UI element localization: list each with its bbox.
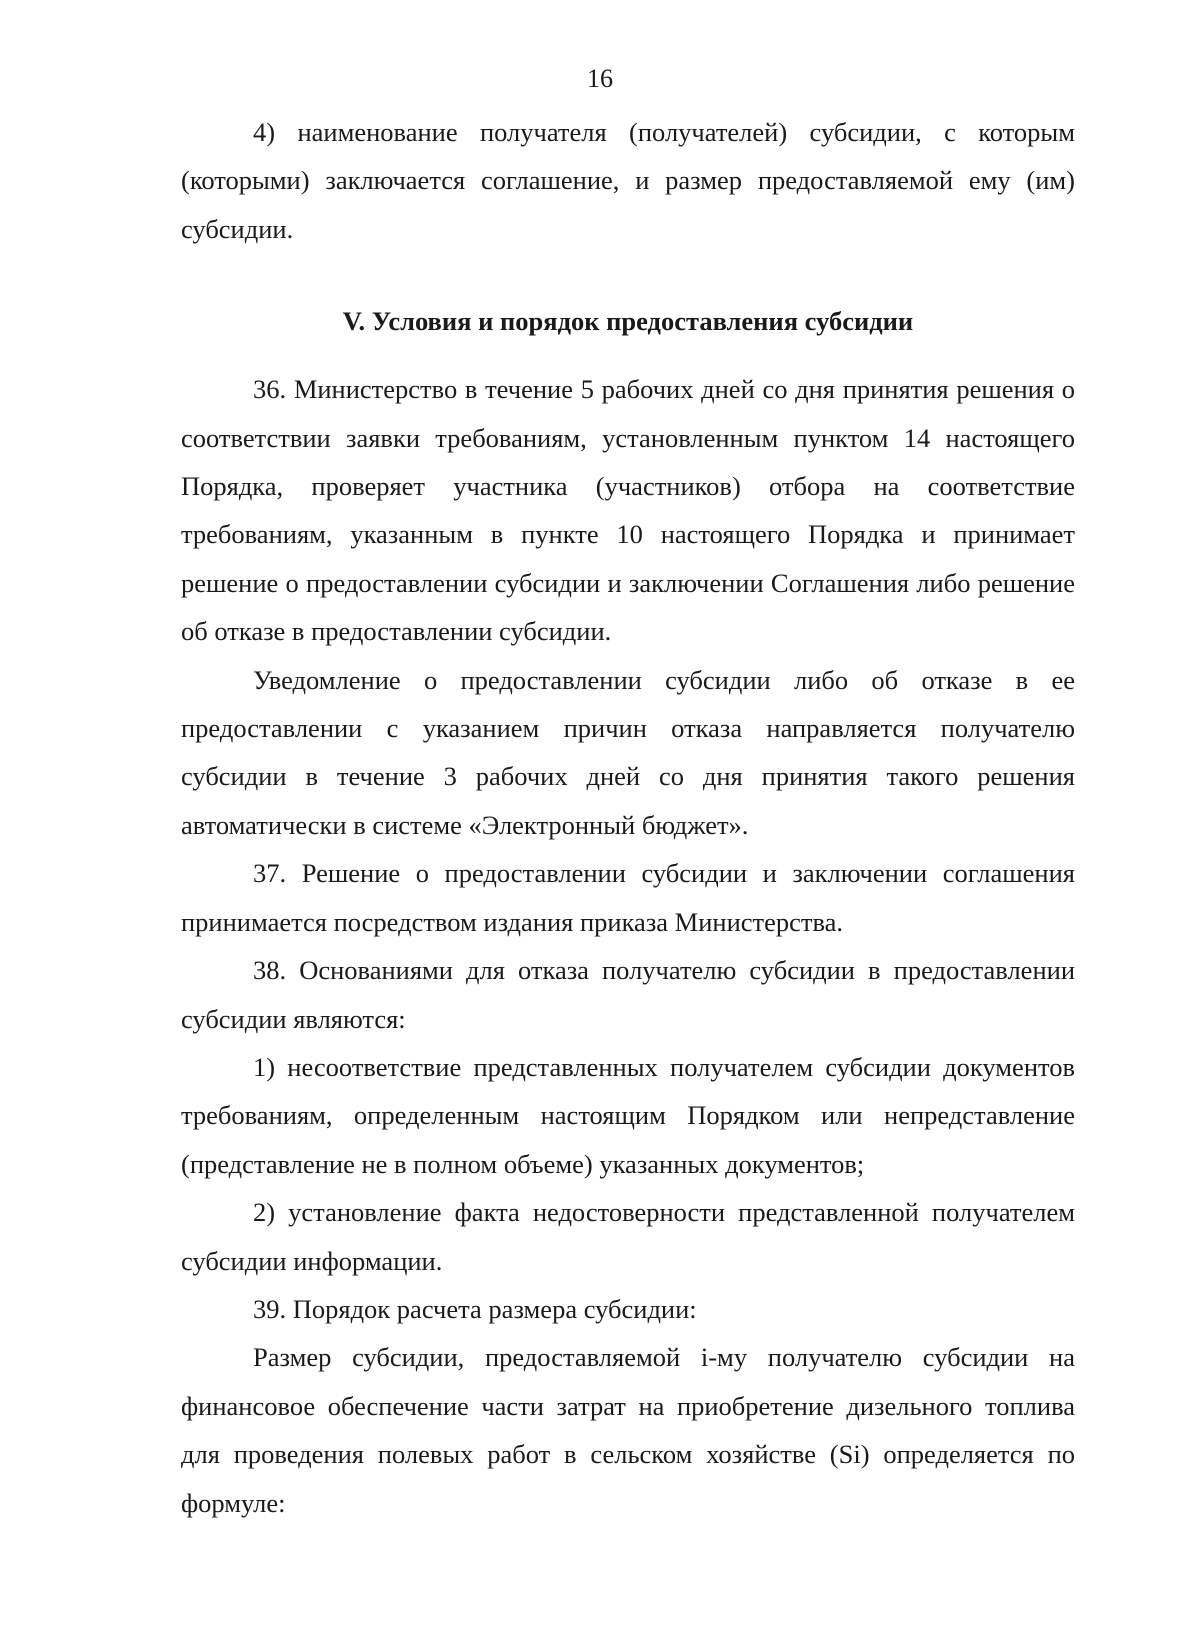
paragraph-38: 38. Основаниями для отказа получателю субсидии в предоставлении субсидии являются: — [181, 955, 1075, 1034]
paragraph-39: 39. Порядок расчета размера субсидии: — [253, 1293, 697, 1324]
paragraph-39-formula-intro: Размер субсидии, предоставляемой i-му получателю субсидии на финансовое обеспечение части затрат на приобретение дизельного топлива для проведения полевых работ в сельском хозяйстве (Si) определяется по формуле: — [181, 1342, 1075, 1518]
document-body — [181, 108, 1075, 1527]
paragraph-38-item-2: 2) установление факта недостоверности представленной получателем субсидии информации. — [181, 1197, 1075, 1276]
paragraph-item-4: 4) наименование получателя (получателей) субсидии, с которым (которыми) заключается соглашение, и размер предоставляемой ему (им) субсидии. — [181, 117, 1075, 244]
section-heading: V. Условия и порядок предоставления субсидии — [342, 306, 914, 337]
page-number: 16 — [587, 64, 613, 93]
paragraph-36-notice: Уведомление о предоставлении субсидии либо об отказе в ее предоставлении с указанием причин отказа направляется получателю субсидии в течение 3 рабочих дней со дня принятия такого решения автоматически в системе «Электронный бюджет». — [181, 664, 1075, 840]
paragraph-36: 36. Министерство в течение 5 рабочих дней со дня принятия решения о соответствии заявки требованиям, установленным пунктом 14 настоящего Порядка, проверяет участника (участников) отбора на соответствие требованиям, указанным в пункте 10 настоящего Порядка и принимает решение о предоставлении субсидии и заключении Соглашения либо решение об отказе в предоставлении субсидии. — [181, 374, 1075, 647]
paragraph-38-item-1: 1) несоответствие представленных получателем субсидии документов требованиям, определенным настоящим Порядком или непредставление (представление не в полном объеме) указанных документов; — [181, 1051, 1075, 1179]
paragraph-37: 37. Решение о предоставлении субсидии и заключении соглашения принимается посредством издания приказа Министерства. — [181, 858, 1075, 937]
